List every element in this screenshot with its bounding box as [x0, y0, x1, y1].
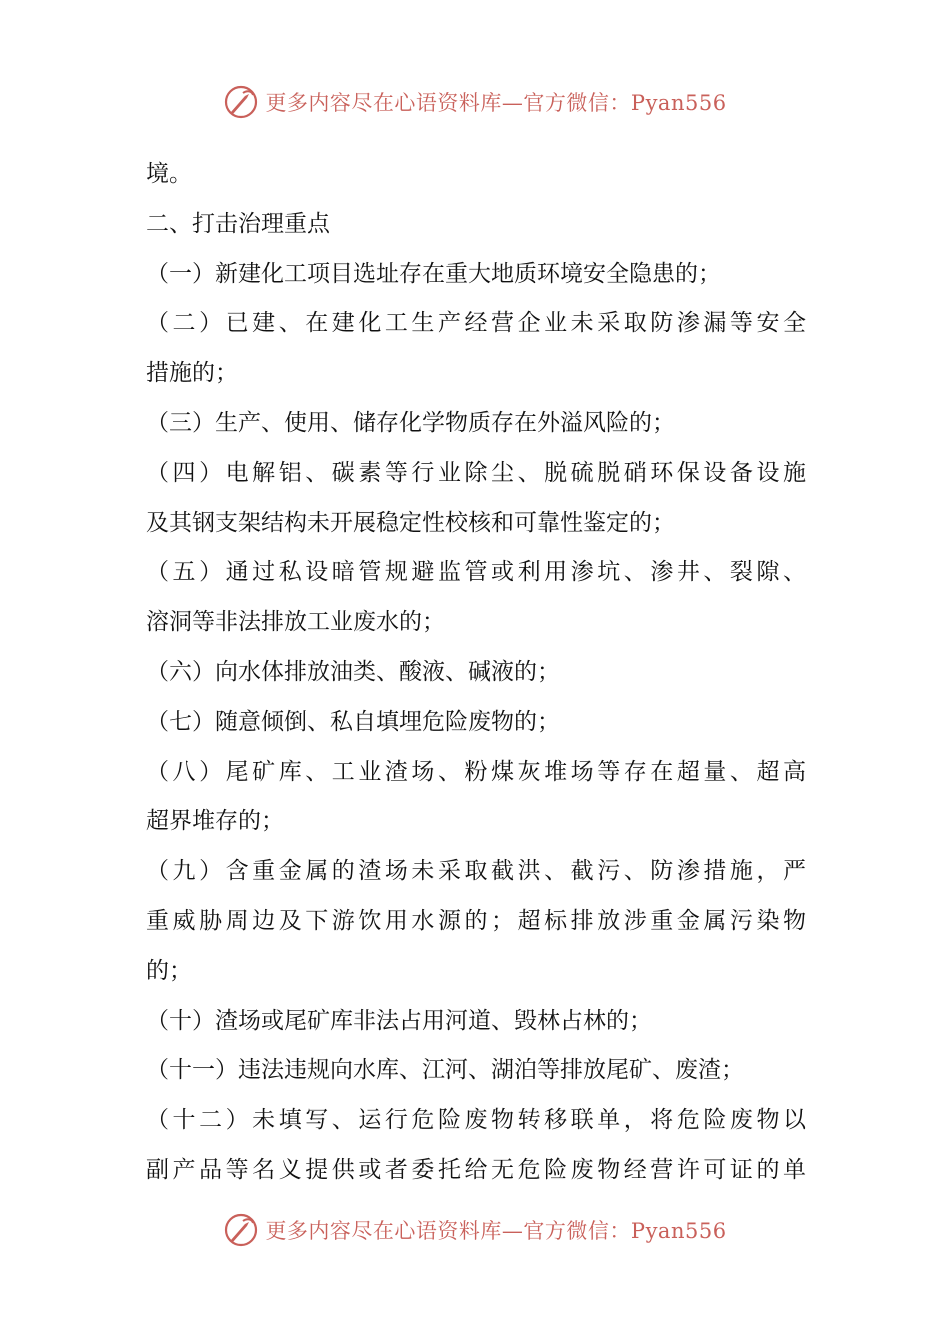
text-line: （二）已建、在建化工生产经营企业未采取防渗漏等安全 [146, 310, 806, 337]
text-line: （十一）违法违规向水库、江河、湖泊等排放尾矿、废渣； [146, 1057, 744, 1084]
text-line: （十）渣场或尾矿库非法占用河道、毁林占林的； [146, 1007, 652, 1034]
header-watermark [0, 82, 950, 122]
text-line: （一）新建化工项目选址存在重大地质环境安全隐患的； [146, 260, 721, 287]
text-line: （九）含重金属的渣场未采取截洪、截污、防渗措施，严 [146, 858, 806, 885]
pen-logo-icon [223, 84, 259, 120]
text-line: （十二）未填写、运行危险废物转移联单，将危险废物以 [146, 1107, 806, 1134]
text-line: （三）生产、使用、储存化学物质存在外溢风险的； [146, 409, 675, 436]
text-line: 及其钢支架结构未开展稳定性校核和可靠性鉴定的； [146, 509, 675, 536]
text-line: （六）向水体排放油类、酸液、碱液的； [146, 658, 560, 685]
text-line: 重威胁周边及下游饮用水源的；超标排放涉重金属污染物 [146, 907, 806, 934]
text-line: （七）随意倾倒、私自填埋危险废物的； [146, 708, 560, 735]
text-line: （八）尾矿库、工业渣场、粉煤灰堆场等存在超量、超高 [146, 758, 806, 785]
text-line: 的； [146, 957, 192, 984]
watermark-text: 更多内容尽在心语资料库—官方微信：Pyan556 [265, 1219, 727, 1243]
text-line: 超界堆存的； [146, 808, 284, 835]
watermark-text: 更多内容尽在心语资料库—官方微信：Pyan556 [265, 91, 727, 115]
text-line: 溶洞等非法排放工业废水的； [146, 609, 445, 636]
text-line: 境。 [146, 161, 192, 187]
footer-watermark [0, 1210, 950, 1250]
pen-logo-icon [223, 1212, 259, 1248]
text-line: 二、打击治理重点 [146, 210, 330, 237]
text-line: （五）通过私设暗管规避监管或利用渗坑、渗井、裂隙、 [146, 559, 806, 586]
text-line: 措施的； [146, 360, 238, 387]
document-body [146, 150, 806, 1196]
text-line: 副产品等名义提供或者委托给无危险废物经营许可证的单 [146, 1156, 806, 1183]
text-line: （四）电解铝、碳素等行业除尘、脱硫脱硝环保设备设施 [146, 459, 806, 486]
